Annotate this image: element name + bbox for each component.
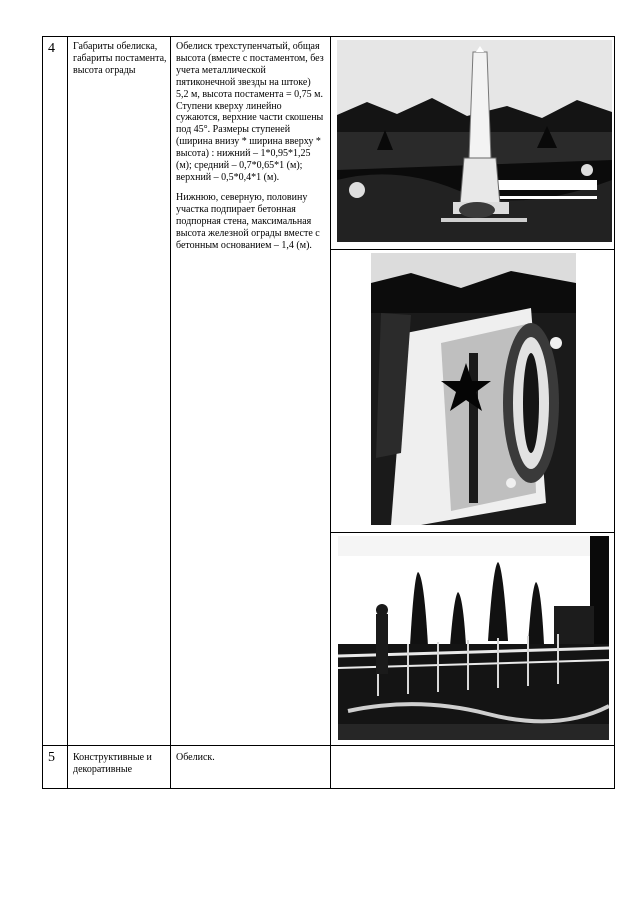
description-paragraph: Обелиск трехступенчатый, общая высота (вместе с постаментом, без учета металлической пятиконечной звезды на штоке) 5,2 м, высота постамента = 0,75 м. Ступени кверху линейно сужаются, верхние части скошены под 45°. Размеры ступеней (ширина внизу * ширина вверху * высота) : нижний – 1*0,95*1,25 (м); средний – 0,7*0,65*1 (м); верхний – 0,5*0,4*1 (м). <box>176 41 324 183</box>
obelisk-photo <box>337 40 612 242</box>
row-description <box>176 41 324 251</box>
row-description: Обелиск. <box>176 752 215 763</box>
row-number: 4 <box>48 41 55 56</box>
row-title: Габариты обелиска, габариты постамента, высота ограды <box>73 41 167 76</box>
row-title: Конструктивные и декоративные <box>73 752 152 775</box>
row-number: 5 <box>48 750 55 765</box>
description-paragraph: Нижнюю, северную, половину участка подпирает бетонная подпорная стена, максимальная высота железной ограды вместе с бетонным основанием – 1,4 (м). <box>176 191 320 251</box>
fence-trees-photo <box>338 536 609 740</box>
star-wreath-photo <box>371 253 576 525</box>
